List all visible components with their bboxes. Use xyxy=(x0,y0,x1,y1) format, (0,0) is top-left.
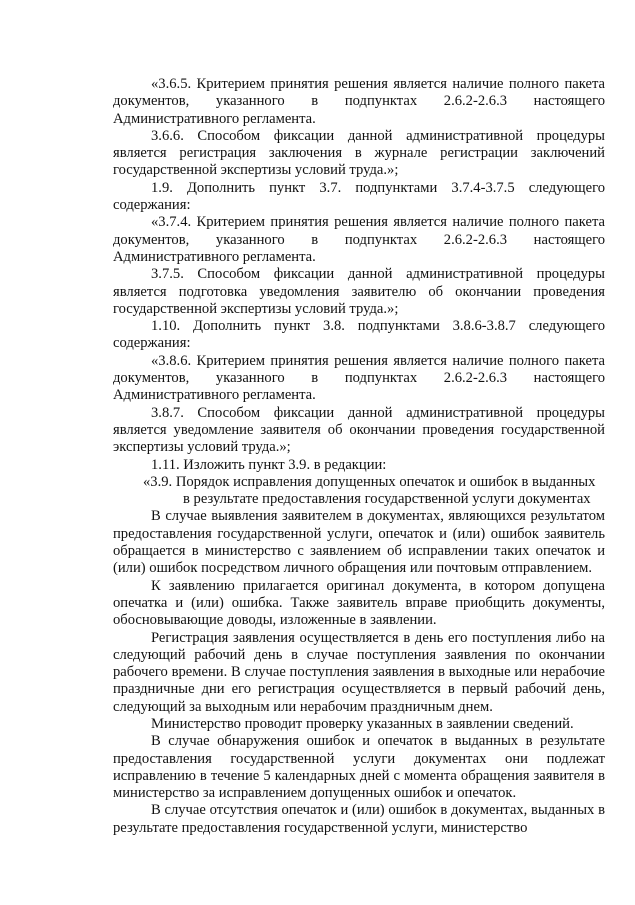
paragraph-3-8-7: 3.8.7. Способом фиксации данной административной процедуры является уведомление заявителя об окончании проведения государственной экспертизы условий труда.»; xyxy=(113,404,605,456)
paragraph-verification: Министерство проводит проверку указанных в заявлении сведений. xyxy=(151,715,574,732)
paragraph-error-detection: В случае выявления заявителем в документах, являющихся результатом предоставления государственной услуги, опечаток и (или) ошибок заявитель обращается в министерство с заявлением об исправлении таких опечаток и (или) ошибок посредством личного обращения или почтовым отправлением. xyxy=(113,508,605,577)
paragraph-correction: В случае обнаружения ошибок и опечаток в выданных в результате предоставления государственной услуги документах они подлежат исправлению в течение 5 календарных дней с момента обращения заявителя в министерство за исправлением допущенных ошибок и опечаток. xyxy=(113,733,605,802)
paragraph-3-7-4: «3.7.4. Критерием принятия решения является наличие полного пакета документов, указанного в подпунктах 2.6.2-2.6.3 настоящего Административного регламента. xyxy=(113,214,605,265)
paragraph-registration: Регистрация заявления осуществляется в день его поступления либо на следующий рабочий день в случае поступления заявления по окончании рабочего времени. В случае поступления заявления в выходные или нерабочие праздничные дни его регистрация осуществляется в первый рабочий день, следующий за выходным или нерабочим праздничным днем. xyxy=(113,629,605,715)
paragraph-3-6-6: 3.6.6. Способом фиксации данной административной процедуры является регистрация заключения в журнале регистрации заключений государственной экспертизы условий труда.»; xyxy=(113,127,605,179)
paragraph-no-errors: В случае отсутствия опечаток и (или) ошибок в документах, выданных в результате предоставления государственной услуги, министерство xyxy=(113,802,605,836)
paragraph-1-9: 1.9. Дополнить пункт 3.7. подпунктами 3.7.4-3.7.5 следующего содержания: xyxy=(113,179,605,214)
paragraph-3-8-6: «3.8.6. Критерием принятия решения является наличие полного пакета документов, указанного в подпунктах 2.6.2-2.6.3 настоящего Административного регламента. xyxy=(113,352,605,404)
paragraph-1-11: 1.11. Изложить пункт 3.9. в редакции: xyxy=(151,456,387,473)
section-heading-3-9 xyxy=(113,474,605,509)
paragraph-1-10: 1.10. Дополнить пункт 3.8. подпунктами 3.8.6-3.8.7 следующего содержания: xyxy=(113,318,605,352)
heading-line-2: в результате предоставления государственной услуги документах xyxy=(183,491,591,508)
paragraph-3-6-5: «3.6.5. Критерием принятия решения является наличие полного пакета документов, указанного в подпунктах 2.6.2-2.6.3 настоящего Административного регламента. xyxy=(113,76,605,127)
document-body xyxy=(113,76,605,837)
heading-line-1: «3.9. Порядок исправления допущенных опечаток и ошибок в выданных xyxy=(143,473,596,490)
paragraph-3-7-5: 3.7.5. Способом фиксации данной административной процедуры является подготовка уведомления заявителю об окончании проведения государственной экспертизы условий труда.»; xyxy=(113,266,605,317)
paragraph-attachment: К заявлению прилагается оригинал документа, в котором допущена опечатка и (или) ошибка. Также заявитель вправе приобщить документы, обосновывающие доводы, изложенные в заявлении. xyxy=(113,577,605,629)
